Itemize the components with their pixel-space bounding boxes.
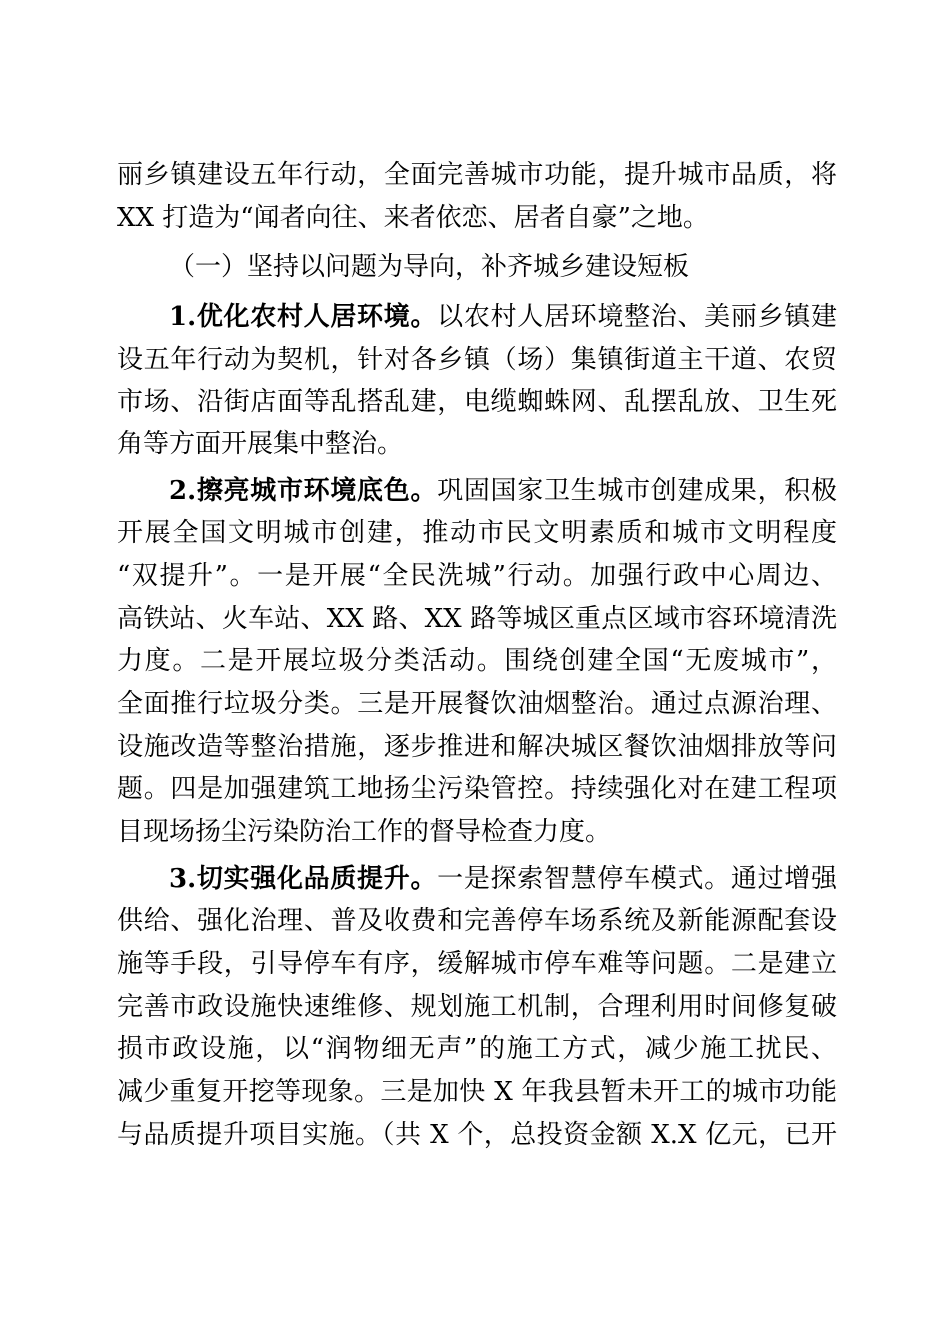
paragraph-first-line — [117, 471, 837, 511]
item-title-3: 3.切实强化品质提升。 — [169, 864, 438, 894]
text-line: 力度。二是开展垃圾分类活动。围绕创建全国“无废城市”， — [117, 646, 837, 676]
section-heading: （一）坚持以问题为导向，补齐城乡建设短板 — [169, 252, 690, 282]
text-line: 题。四是加强建筑工地扬尘污染管控。持续强化对在建工程项 — [117, 774, 837, 804]
text-line: 完善市政设施快速维修、规划施工机制，合理利用时间修复破 — [117, 992, 837, 1022]
paragraph-first-line — [117, 297, 837, 337]
text-line: 减少重复开挖等现象。三是加快 X 年我县暂未开工的城市功能 — [117, 1077, 837, 1107]
text-line: 设五年行动为契机，针对各乡镇（场）集镇街道主干道、农贸 — [117, 345, 837, 375]
text-line: 施等手段，引导停车有序，缓解城市停车难等问题。二是建立 — [117, 949, 837, 979]
item-title-2: 2.擦亮城市环境底色。 — [169, 476, 438, 506]
text-line: XX 打造为“闻者向往、来者依恋、居者自豪”之地。 — [117, 203, 709, 233]
text-line: 市场、沿街店面等乱搭乱建，电缆蜘蛛网、乱摆乱放、卫生死 — [117, 387, 837, 417]
text-line: 设施改造等整治措施，逐步推进和解决城区餐饮油烟排放等问 — [117, 732, 837, 762]
paragraph-first-line — [117, 859, 837, 899]
text-line: 目现场扬尘污染防治工作的督导检查力度。 — [117, 817, 612, 847]
text-line: 损市政设施，以“润物细无声”的施工方式，减少施工扰民、 — [117, 1034, 837, 1064]
text-line: 丽乡镇建设五年行动，全面完善城市功能，提升城市品质，将 — [117, 160, 837, 190]
text-line: 开展全国文明城市创建，推动市民文明素质和城市文明程度 — [117, 518, 837, 548]
text-span: 一是探索智慧停车模式。通过增强 — [437, 864, 837, 894]
text-line: 高铁站、火车站、XX 路、XX 路等城区重点区域市容环境清洗 — [117, 604, 837, 634]
text-line: 全面推行垃圾分类。三是开展餐饮油烟整治。通过点源治理、 — [117, 689, 837, 719]
item-title-1: 1.优化农村人居环境。 — [169, 302, 438, 332]
text-line: “双提升”。一是开展“全民洗城”行动。加强行政中心周边、 — [117, 561, 837, 591]
text-line: 供给、强化治理、普及收费和完善停车场系统及新能源配套设 — [117, 906, 837, 936]
text-span: 巩固国家卫生城市创建成果，积极 — [437, 476, 837, 506]
text-line: 与品质提升项目实施。（共 X 个，总投资金额 X.X 亿元，已开 — [117, 1120, 837, 1150]
text-span: 以农村人居环境整治、美丽乡镇建 — [437, 302, 837, 332]
text-line: 角等方面开展集中整治。 — [117, 429, 404, 459]
